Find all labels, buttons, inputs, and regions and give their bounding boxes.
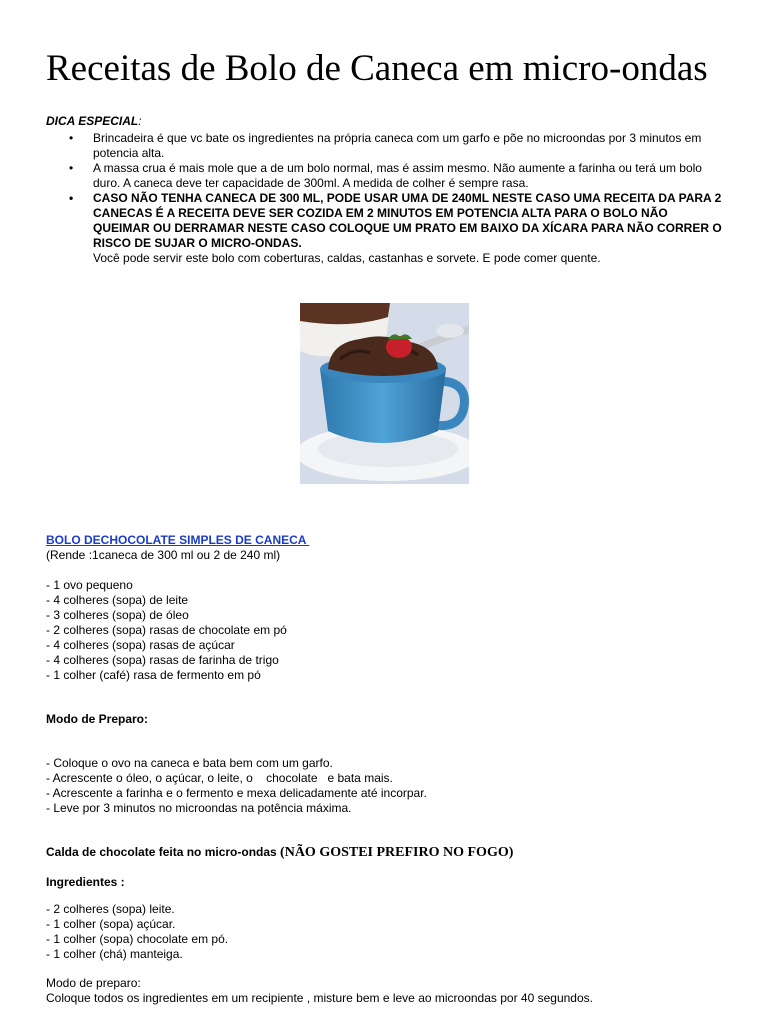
list-item: - 1 ovo pequeno [46, 578, 133, 592]
tip-heading-label: DICA ESPECIAL [46, 114, 139, 128]
sauce-prep-text: Coloque todos os ingredientes em um recipiente , misture bem e leve ao microondas por 40 segundos. [46, 991, 593, 1005]
recipe-title-link[interactable]: BOLO DECHOCOLATE SIMPLES DE CANECA [46, 533, 310, 547]
mug-cake-photo [300, 303, 469, 484]
bullet-icon: • [69, 191, 74, 205]
sauce-note: (NÃO GOSTEI PREFIRO NO FOGO) [280, 845, 514, 860]
prep-heading: Modo de Preparo: [46, 712, 149, 726]
mug-cake-illustration [300, 303, 469, 484]
list-item: - Leve por 3 minutos no microondas na potência máxima. [46, 801, 352, 815]
tip-heading-colon: : [138, 114, 142, 128]
tip-warning-text: CASO NÃO TENHA CANECA DE 300 ML, PODE USAR UMA DE 240ML NESTE CASO UMA RECEITA DA PARA 2 CANECAS É A RECEITA DEVE SER COZIDA EM 2 MINUTOS EM POTENCIA ALTA PARA O BOLO NÃO QUEIMAR OU DERRAMAR NESTE CASO COLOQUE UM PRATO EM BAIXO DA XÍCARA PARA NÃO CORRER O RISCO DE SUJAR O MICRO-ONDAS. [93, 191, 722, 250]
sauce-ingredients [46, 902, 228, 962]
tip-item [69, 131, 723, 161]
list-item: - 1 colher (chá) manteiga. [46, 947, 183, 961]
list-item: - 4 colheres (sopa) rasas de farinha de trigo [46, 653, 279, 667]
list-item: - 2 colheres (sopa) leite. [46, 902, 175, 916]
bullet-icon: • [69, 131, 74, 145]
list-item: - Acrescente o óleo, o açúcar, o leite, o chocolate e bata mais. [46, 771, 393, 785]
list-item: - 3 colheres (sopa) de óleo [46, 608, 189, 622]
sauce-ingredients-heading: Ingredientes : [46, 875, 125, 889]
list-item: - 2 colheres (sopa) rasas de chocolate em pó [46, 623, 287, 637]
list-item: - Coloque o ovo na caneca e bata bem com um garfo. [46, 756, 333, 770]
page-title: Receitas de Bolo de Caneca em micro-ondas [46, 48, 708, 89]
serving-note: Você pode servir este bolo com coberturas, caldas, castanhas e sorvete. E pode comer quente. [93, 251, 601, 265]
list-item: - 4 colheres (sopa) rasas de açúcar [46, 638, 235, 652]
list-item: - 1 colher (café) rasa de fermento em pó [46, 668, 261, 682]
list-item: - Acrescente a farinha e o fermento e mexa delicadamente até incorpar. [46, 786, 427, 800]
list-item: - 1 colher (sopa) açúcar. [46, 917, 176, 931]
list-item: - 1 colher (sopa) chocolate em pó. [46, 932, 229, 946]
bullet-icon: • [69, 161, 74, 175]
tip-item-text: A massa crua é mais mole que a de um bolo normal, mas é assim mesmo. Não aumente a farinha ou terá um bolo duro. A caneca deve ter capacidade de 300ml. A medida de colher é sempre rasa. [93, 161, 702, 190]
list-item: - 4 colheres (sopa) de leite [46, 593, 189, 607]
recipe-yield: (Rende :1caneca de 300 ml ou 2 de 240 ml) [46, 548, 281, 562]
recipe-ingredients [46, 578, 287, 683]
sauce-heading [46, 845, 513, 861]
tip-item-warning [69, 191, 723, 266]
tip-item [69, 161, 723, 191]
recipe-steps [46, 756, 427, 816]
tip-list [69, 131, 723, 266]
tip-item-text: Brincadeira é que vc bate os ingredientes na própria caneca com um garfo e põe no microondas por 3 minutos em potencia alta. [93, 131, 702, 160]
sauce-prep-label: Modo de preparo: [46, 976, 141, 990]
sauce-heading-label: Calda de chocolate feita no micro-ondas [46, 845, 281, 859]
tip-heading [46, 114, 142, 128]
